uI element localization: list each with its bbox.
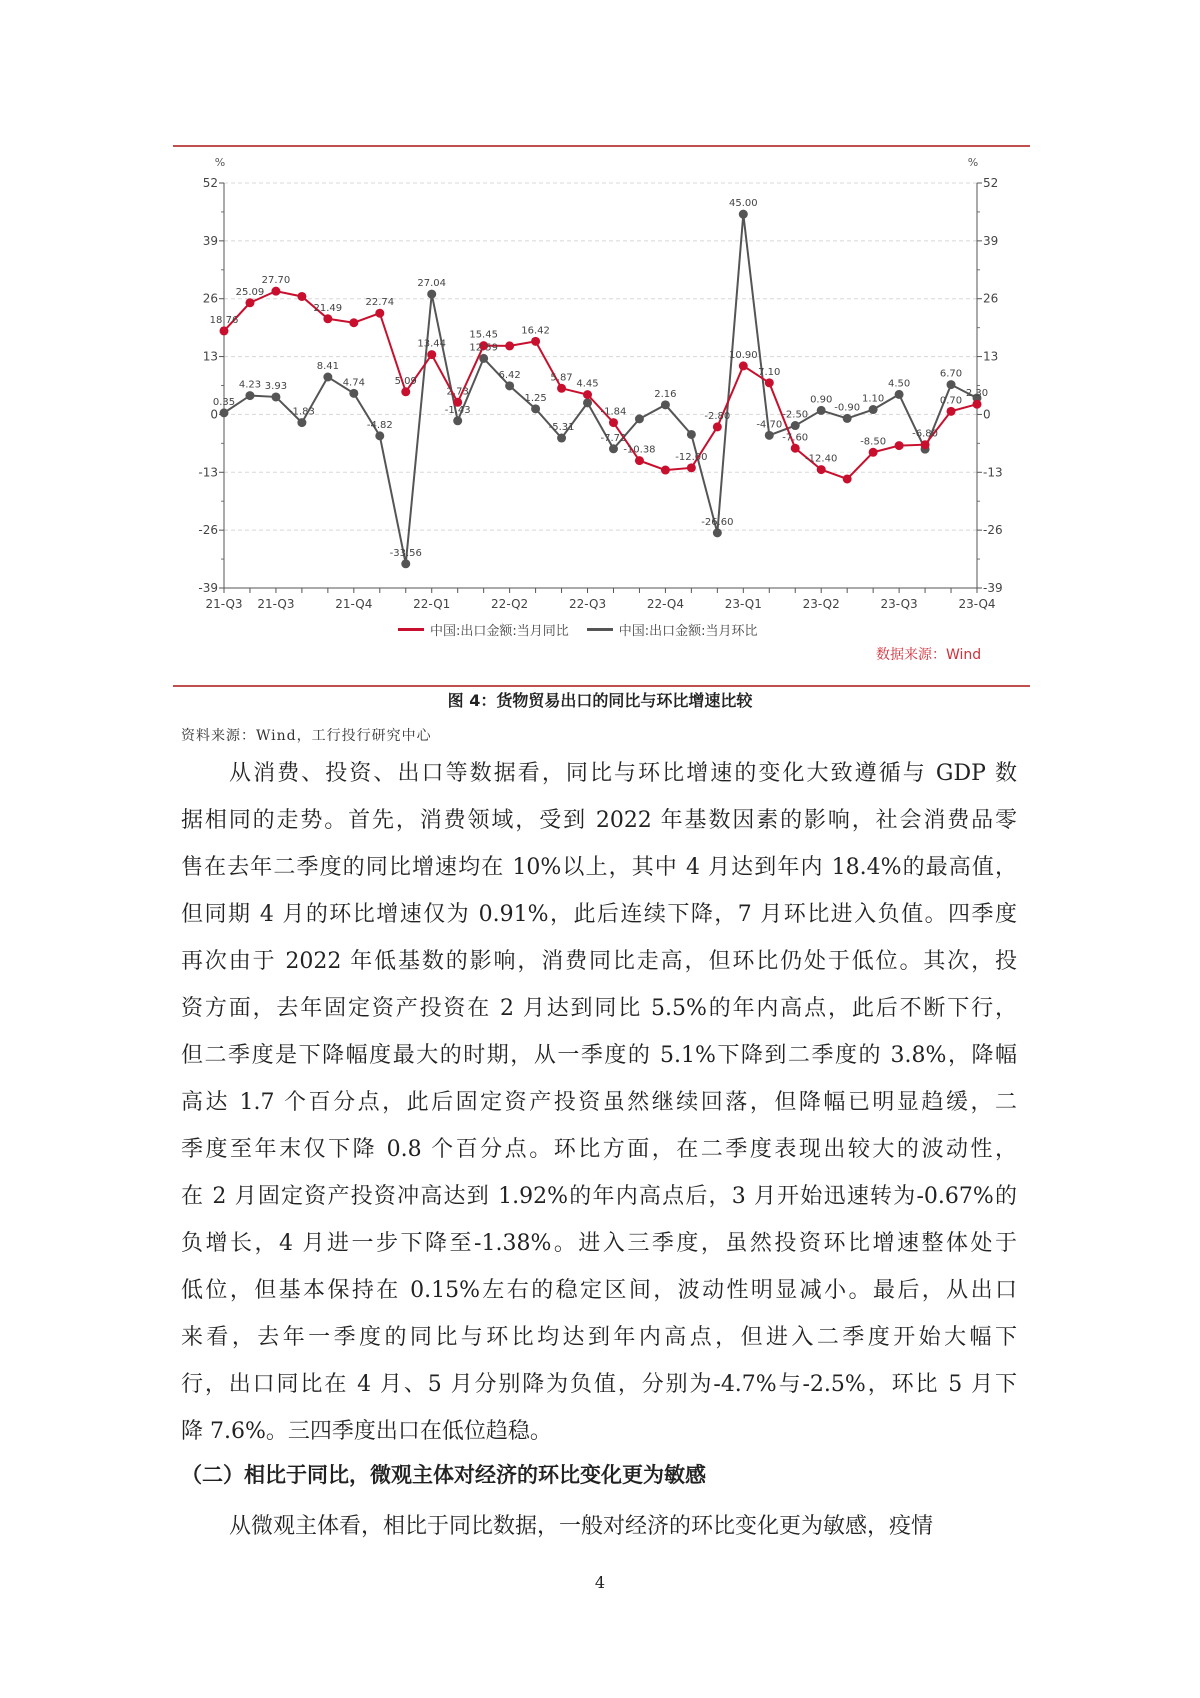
- data-label: -7.60: [782, 432, 809, 444]
- data-label: 2.73: [446, 386, 469, 398]
- data-label: 3.93: [264, 380, 288, 392]
- x-tick-label: 22-Q1: [413, 597, 451, 611]
- text-line: 售在去年二季度的同比增速均在 10%以上，其中 4 月达到年内 18.4%的最高值，: [181, 855, 1017, 880]
- data-label: 16.42: [521, 325, 550, 337]
- legend-label-mom: 中国:出口金额:当月环比: [618, 624, 758, 639]
- data-label: 4.45: [576, 378, 599, 390]
- text-line: 在 2 月固定资产投资冲高达到 1.92%的年内高点后，3 月开始迅速转为-0.67%的: [181, 1184, 1017, 1209]
- data-point: [583, 390, 592, 399]
- y-tick-label-right: 52: [983, 176, 999, 190]
- data-point: [791, 421, 800, 430]
- data-point: [427, 290, 436, 299]
- text-line: 负增长，4 月进一步下降至-1.38%。进入三季度，虽然投资环比增速整体处于: [181, 1231, 1017, 1256]
- legend-item-mom: [587, 620, 758, 639]
- data-label: 27.70: [261, 275, 291, 287]
- data-label: 18.76: [209, 314, 239, 326]
- x-tick-label: 22-Q3: [568, 597, 607, 611]
- data-point: [635, 414, 644, 423]
- data-label: -2.50: [782, 409, 809, 421]
- data-label: 1.25: [524, 392, 547, 404]
- x-tick-label: 21-Q3: [205, 597, 243, 611]
- y-unit-left: %: [214, 156, 226, 169]
- data-point: [531, 404, 540, 413]
- data-label: 22.74: [365, 297, 395, 309]
- data-label: 0.70: [939, 395, 963, 407]
- data-point: [947, 380, 956, 389]
- body-paragraph-2: [181, 1503, 1017, 1550]
- data-label: 12.59: [469, 342, 498, 354]
- data-point: [687, 463, 696, 472]
- text-line: 来看，去年一季度的同比与环比均达到年内高点，但进入二季度开始大幅下: [181, 1325, 1017, 1350]
- data-point: [505, 341, 514, 350]
- y-tick-label-left: -13: [198, 465, 218, 480]
- data-label: 6.70: [939, 368, 963, 380]
- chart-legend: [398, 620, 758, 639]
- data-point: [713, 422, 722, 431]
- figure-bottom-rule: [173, 685, 1030, 687]
- data-point: [921, 440, 930, 449]
- legend-swatch-red: [398, 628, 424, 631]
- x-tick-label: 23-Q4: [958, 597, 996, 611]
- data-point: [453, 416, 462, 425]
- data-point: [765, 378, 774, 387]
- data-point: [401, 387, 410, 396]
- data-point: [557, 384, 566, 393]
- data-point: [895, 441, 904, 450]
- data-point: [479, 354, 488, 363]
- data-label: 2.16: [654, 388, 677, 400]
- y-tick-label-left: 26: [202, 291, 218, 306]
- data-point: [401, 559, 410, 568]
- data-label: 0.35: [212, 396, 236, 408]
- data-label: 2.30: [965, 388, 989, 400]
- data-point: [245, 298, 254, 307]
- x-tick-label: 23-Q1: [724, 597, 762, 611]
- data-point: [739, 210, 748, 219]
- y-tick-label-right: 26: [983, 291, 999, 306]
- text-line: 季度至年末仅下降 0.8 个百分点。环比方面，在二季度表现出较大的波动性，: [181, 1137, 1017, 1162]
- data-label: -33.56: [389, 547, 422, 559]
- text-line: 行，出口同比在 4 月、5 月分别降为负值，分别为-4.7%与-2.5%，环比 5 月下: [181, 1372, 1017, 1397]
- data-point: [791, 444, 800, 453]
- text-line: 降 7.6%。三四季度出口在低位趋稳。: [181, 1419, 552, 1444]
- data-point: [895, 390, 904, 399]
- data-point: [739, 361, 748, 370]
- data-point: [661, 400, 670, 409]
- text-line: 低位，但基本保持在 0.15%左右的稳定区间，波动性明显减小。最后，从出口: [181, 1278, 1017, 1303]
- x-tick-label: 22-Q2: [491, 597, 529, 611]
- data-label: 5.09: [394, 375, 417, 387]
- data-point: [245, 391, 254, 400]
- y-tick-label-right: -39: [983, 581, 1003, 595]
- data-point: [843, 474, 852, 483]
- data-point: [323, 314, 332, 323]
- data-point: [869, 405, 878, 414]
- figure-source: 资料来源：Wind，工行投行研究中心: [181, 728, 432, 744]
- y-tick-label-right: 13: [983, 349, 999, 364]
- data-label: -7.72: [600, 432, 627, 444]
- text-line: 从微观主体看，相比于同比数据，一般对经济的环比变化更为敏感，疫情: [229, 1514, 934, 1539]
- data-label: 4.74: [342, 377, 365, 389]
- data-label: 27.04: [417, 278, 447, 290]
- data-point: [271, 287, 280, 296]
- data-point: [375, 309, 384, 318]
- text-line: 资方面，去年固定资产投资在 2 月达到同比 5.5%的年内高点，此后不断下行，: [181, 996, 1017, 1021]
- x-tick-label: 21-Q4: [335, 597, 373, 611]
- data-label: -2.80: [704, 410, 731, 422]
- data-point: [843, 414, 852, 423]
- y-tick-label-left: 13: [202, 349, 218, 364]
- y-tick-label-left: 52: [202, 176, 218, 190]
- data-label: 10.90: [728, 349, 758, 361]
- data-label: 21.49: [313, 302, 343, 314]
- data-label: 6.42: [498, 369, 521, 381]
- data-label: -12.00: [675, 451, 708, 463]
- data-point: [349, 389, 358, 398]
- data-point: [531, 337, 540, 346]
- y-tick-label-right: 39: [983, 233, 999, 248]
- data-label: -6.80: [912, 428, 939, 440]
- data-label: -26.60: [701, 516, 734, 528]
- data-point: [661, 466, 670, 475]
- data-point: [817, 406, 826, 415]
- data-point: [505, 381, 514, 390]
- data-point: [220, 326, 229, 335]
- data-label: 4.50: [887, 378, 911, 390]
- section-heading: （二）相比于同比，微观主体对经济的环比变化更为敏感: [181, 1463, 706, 1487]
- series-line: [224, 214, 977, 564]
- data-point: [323, 372, 332, 381]
- data-point: [375, 431, 384, 440]
- data-point: [609, 444, 618, 453]
- data-point: [557, 434, 566, 443]
- data-point: [427, 350, 436, 359]
- data-point: [973, 400, 982, 409]
- data-label: 7.10: [758, 366, 781, 378]
- data-label: 1.10: [862, 393, 885, 405]
- y-tick-label-left: -39: [198, 581, 218, 595]
- data-label: -1.43: [444, 404, 471, 416]
- data-point: [220, 408, 229, 417]
- x-tick-label: 22-Q4: [646, 597, 684, 611]
- data-label: -12.40: [805, 453, 838, 465]
- figure-caption: 图 4：货物贸易出口的同比与环比增速比较: [447, 691, 753, 710]
- text-line: 据相同的走势。首先，消费领域，受到 2022 年基数因素的影响，社会消费品零: [181, 808, 1017, 833]
- data-point: [583, 398, 592, 407]
- text-line: 但二季度是下降幅度最大的时期，从一季度的 5.1%下降到二季度的 3.8%，降幅: [181, 1043, 1017, 1068]
- x-tick-label: 23-Q2: [802, 597, 840, 611]
- chart-source-note: 数据来源：Wind: [876, 647, 982, 663]
- data-label: -4.82: [366, 419, 393, 431]
- data-point: [635, 456, 644, 465]
- data-label: 5.87: [550, 372, 573, 384]
- series-line: [224, 291, 977, 479]
- text-line: 从消费、投资、出口等数据看，同比与环比增速的变化大致遵循与 GDP 数: [229, 761, 1017, 786]
- data-point: [947, 407, 956, 416]
- data-point: [869, 448, 878, 457]
- y-tick-label-left: 0: [210, 407, 218, 422]
- y-tick-label-right: 0: [983, 407, 991, 422]
- data-label: 4.23: [238, 379, 262, 391]
- data-point: [349, 318, 358, 327]
- legend-swatch-grey: [587, 628, 613, 631]
- data-label: -1.84: [600, 406, 627, 418]
- text-line: 但同期 4 月的环比增速仅为 0.91%，此后连续下降，7 月环比进入负值。四季度: [181, 902, 1017, 927]
- data-label: -5.31: [548, 422, 575, 434]
- text-line: 再次由于 2022 年低基数的影响，消费同比走高，但环比仍处于低位。其次，投: [181, 949, 1017, 974]
- data-point: [609, 418, 618, 427]
- data-point: [297, 292, 306, 301]
- data-point: [687, 430, 696, 439]
- data-label: -0.90: [834, 402, 861, 414]
- data-label: -1.83: [288, 406, 315, 418]
- y-tick-label-right: -26: [983, 523, 1003, 538]
- text-line: 高达 1.7 个百分点，此后固定资产投资虽然继续回落，但降幅已明显趋缓，二: [181, 1090, 1017, 1115]
- export-growth-chart: [0, 0, 1200, 700]
- data-label: -10.38: [623, 444, 656, 456]
- data-point: [271, 392, 280, 401]
- data-point: [817, 465, 826, 474]
- y-tick-label-left: -26: [198, 523, 218, 538]
- data-label: 45.00: [728, 198, 758, 210]
- data-point: [297, 418, 306, 427]
- data-label: -4.70: [756, 419, 783, 431]
- data-label: -8.50: [860, 436, 887, 448]
- page-number: 4: [594, 1573, 606, 1592]
- y-tick-label-left: 39: [202, 233, 218, 248]
- y-unit-right: %: [967, 156, 979, 169]
- x-tick-label: 21-Q3: [257, 597, 295, 611]
- data-label: 8.41: [316, 360, 339, 372]
- body-paragraph-1: [181, 750, 1017, 1455]
- legend-label-yoy: 中国:出口金额:当月同比: [430, 624, 569, 639]
- data-label: 0.90: [810, 394, 833, 406]
- y-tick-label-right: -13: [983, 465, 1003, 480]
- data-label: 13.44: [417, 338, 447, 350]
- data-label: 25.09: [235, 286, 265, 298]
- data-label: 15.45: [469, 329, 498, 341]
- data-point: [713, 528, 722, 537]
- legend-item-yoy: [398, 620, 569, 639]
- data-point: [765, 431, 774, 440]
- x-tick-label: 23-Q3: [880, 597, 918, 611]
